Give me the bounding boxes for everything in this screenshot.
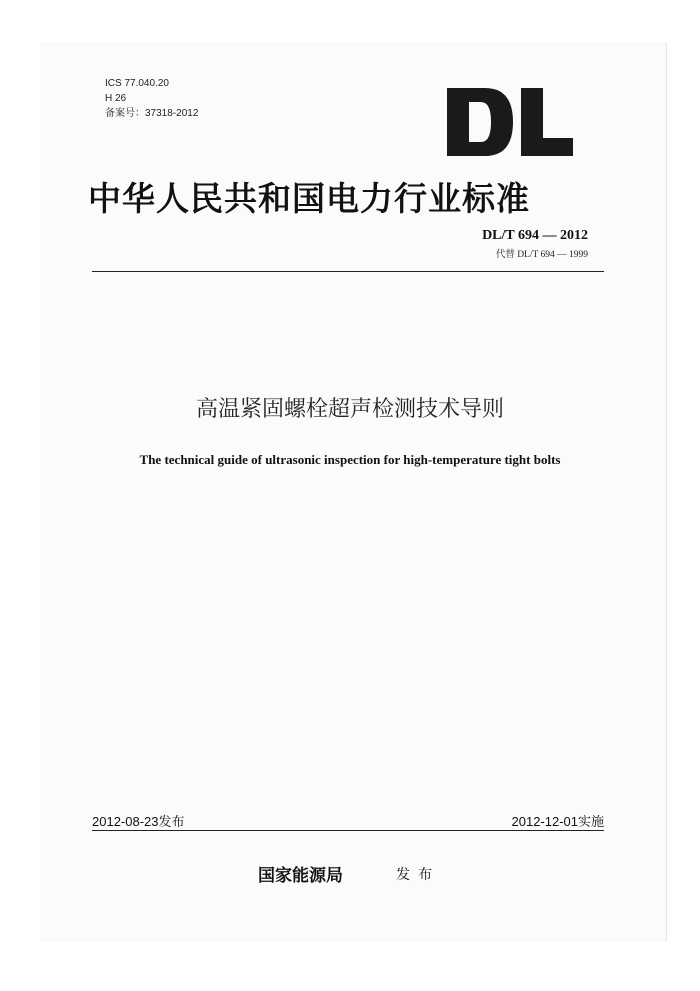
record-number: 备案号：37318-2012	[105, 108, 199, 119]
standard-number: DL/T 694 — 2012	[482, 228, 588, 243]
publisher-name: 国家能源局	[258, 866, 343, 886]
document-title-english: The technical guide of ultrasonic inspection for high-temperature tight bolts	[139, 452, 561, 467]
classification-code: H 26	[105, 93, 127, 104]
dl-standard-logo-icon	[447, 88, 573, 156]
ics-code: ICS 77.040.20	[105, 78, 169, 89]
replaced-standard: 代替 DL/T 694 — 1999	[495, 250, 588, 260]
national-standard-title: 中华人民共和国电力行业标准	[88, 179, 530, 218]
effective-date: 2012-12-01实施	[511, 814, 604, 829]
issue-date: 2012-08-23发布	[92, 814, 185, 829]
header-divider	[92, 271, 604, 272]
footer-divider	[92, 830, 604, 831]
document-title-chinese: 高温紧固螺栓超声检测技术导则	[195, 397, 504, 422]
publish-label: 发布	[396, 867, 440, 883]
